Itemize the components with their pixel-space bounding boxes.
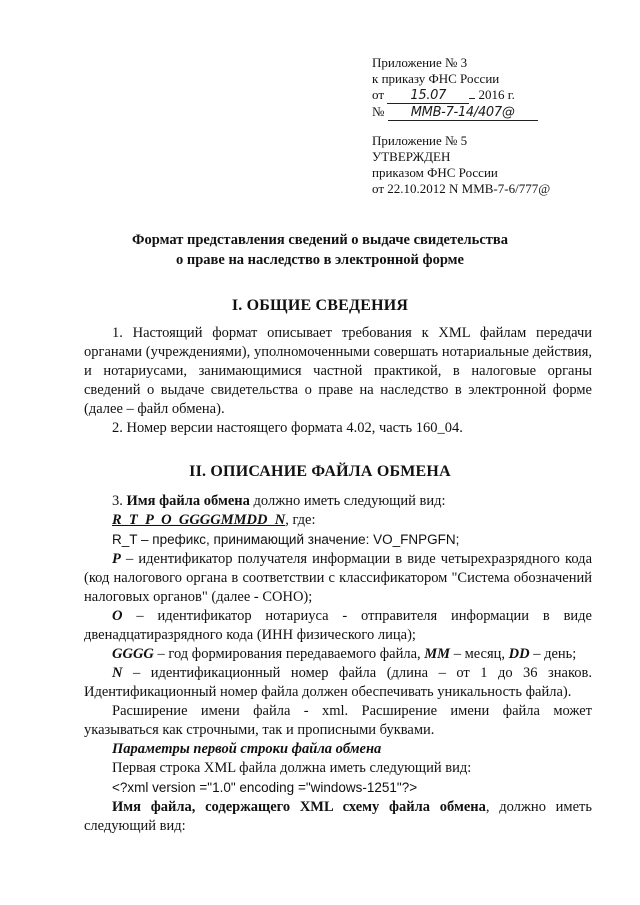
xml-declaration: <?xml version ="1.0" encoding ="windows-1251"?> <box>112 780 418 795</box>
o-definition <box>84 607 592 645</box>
section2-body <box>84 492 592 836</box>
paragraph-2: 2. Номер версии настоящего формата 4.02, часть 160_04. <box>112 420 463 436</box>
handwritten-date: 15.07 <box>387 89 469 104</box>
paragraph-3 <box>84 492 592 511</box>
filename-pattern-line <box>84 511 592 530</box>
order-number-line <box>372 104 632 121</box>
section2-heading: II. ОПИСАНИЕ ФАЙЛА ОБМЕНА <box>189 463 451 480</box>
paragraph-1: 1. Настоящий формат описывает требования к XML файлам передачи органами (учреждениями), уполномоченными совершать нотариальные действия, и нотариусами, занимающимися частной практикой, в налоговые органы сведений о выдаче свидетельства о праве на наследство в электронной форме (далее – файл обмена). <box>84 325 592 417</box>
approved-label: УТВЕРЖДЕН <box>372 149 451 164</box>
dd-text: – день; <box>533 646 577 662</box>
document-title <box>0 230 640 270</box>
o-text: – идентификатор нотариуса - отправителя информации в виде двенадцатиразрядного кода (ИНН физического лица); <box>84 608 592 643</box>
date-prefix: от <box>372 87 385 102</box>
approval-block <box>372 133 632 197</box>
filename-pattern: R_T_P_O_GGGGMMDD_N <box>112 512 286 528</box>
pattern-rest: , где: <box>285 512 316 528</box>
date-year: 2016 г. <box>478 87 515 102</box>
mm-key: MM <box>424 646 451 662</box>
dd-key: DD <box>508 646 530 662</box>
appendix-header <box>372 55 632 121</box>
p-text: – идентификатор получателя информации в виде четырехразрядного кода (код налогового органа в соответствии с классификатором "Система обозначений налоговых органов" (далее - СОНО); <box>84 551 592 605</box>
p-key: P <box>112 551 121 567</box>
by-order-label: приказом ФНС России <box>372 165 498 180</box>
appendix5-label: Приложение № 5 <box>372 133 468 148</box>
xml-declaration-line <box>84 778 592 798</box>
schema-bold: Имя файла, содержащего XML схему файла обмена <box>112 799 486 815</box>
handwritten-number: ММВ-7-14/407@ <box>388 106 538 121</box>
o-key: O <box>112 608 123 624</box>
prefix-text: R_T – префикс, принимающий значение: VO_FNPGFN; <box>112 532 460 547</box>
n-definition <box>84 664 592 702</box>
p-definition <box>84 550 592 607</box>
number-prefix: № <box>372 104 385 119</box>
date-underline <box>469 98 475 99</box>
g-key: GGGG <box>112 646 154 662</box>
section1-body <box>84 324 592 438</box>
n-key: N <box>112 665 123 681</box>
g-text: – год формирования передаваемого файла, <box>157 646 421 662</box>
appendix3-label: Приложение № 3 <box>372 55 468 70</box>
title-line-1: Формат представления сведений о выдаче свидетельства <box>132 232 508 248</box>
first-line-text: Первая строка XML файла должна иметь следующий вид: <box>112 760 472 776</box>
date-definition <box>84 645 592 664</box>
params-heading-line <box>84 740 592 759</box>
schema-paragraph <box>84 798 592 836</box>
order-ref: от 22.10.2012 N ММВ-7-6/777@ <box>372 181 551 196</box>
schema-rest: , должно иметь следующий вид: <box>84 799 592 834</box>
section1-heading: I. ОБЩИЕ СВЕДЕНИЯ <box>231 297 409 314</box>
order-date-line <box>372 87 632 104</box>
p3-bold: Имя файла обмена <box>126 493 250 509</box>
title-line-2: о праве на наследство в электронной форме <box>176 252 464 268</box>
n-text: – идентификационный номер файла (длина – от 1 до 36 знаков. Идентификационный номер файла должен обеспечивать уникальность файла). <box>84 665 593 700</box>
p3-rest: должно иметь следующий вид: <box>253 493 446 509</box>
prefix-line <box>84 530 592 550</box>
mm-text: – месяц, <box>453 646 506 662</box>
p3-number: 3. <box>112 493 123 509</box>
params-heading: Параметры первой строки файла обмена <box>112 741 382 757</box>
extension-paragraph: Расширение имени файла - xml. Расширение имени файла может указываться как строчными, так и прописными буквами. <box>84 703 592 738</box>
to-order-label: к приказу ФНС России <box>372 71 500 86</box>
